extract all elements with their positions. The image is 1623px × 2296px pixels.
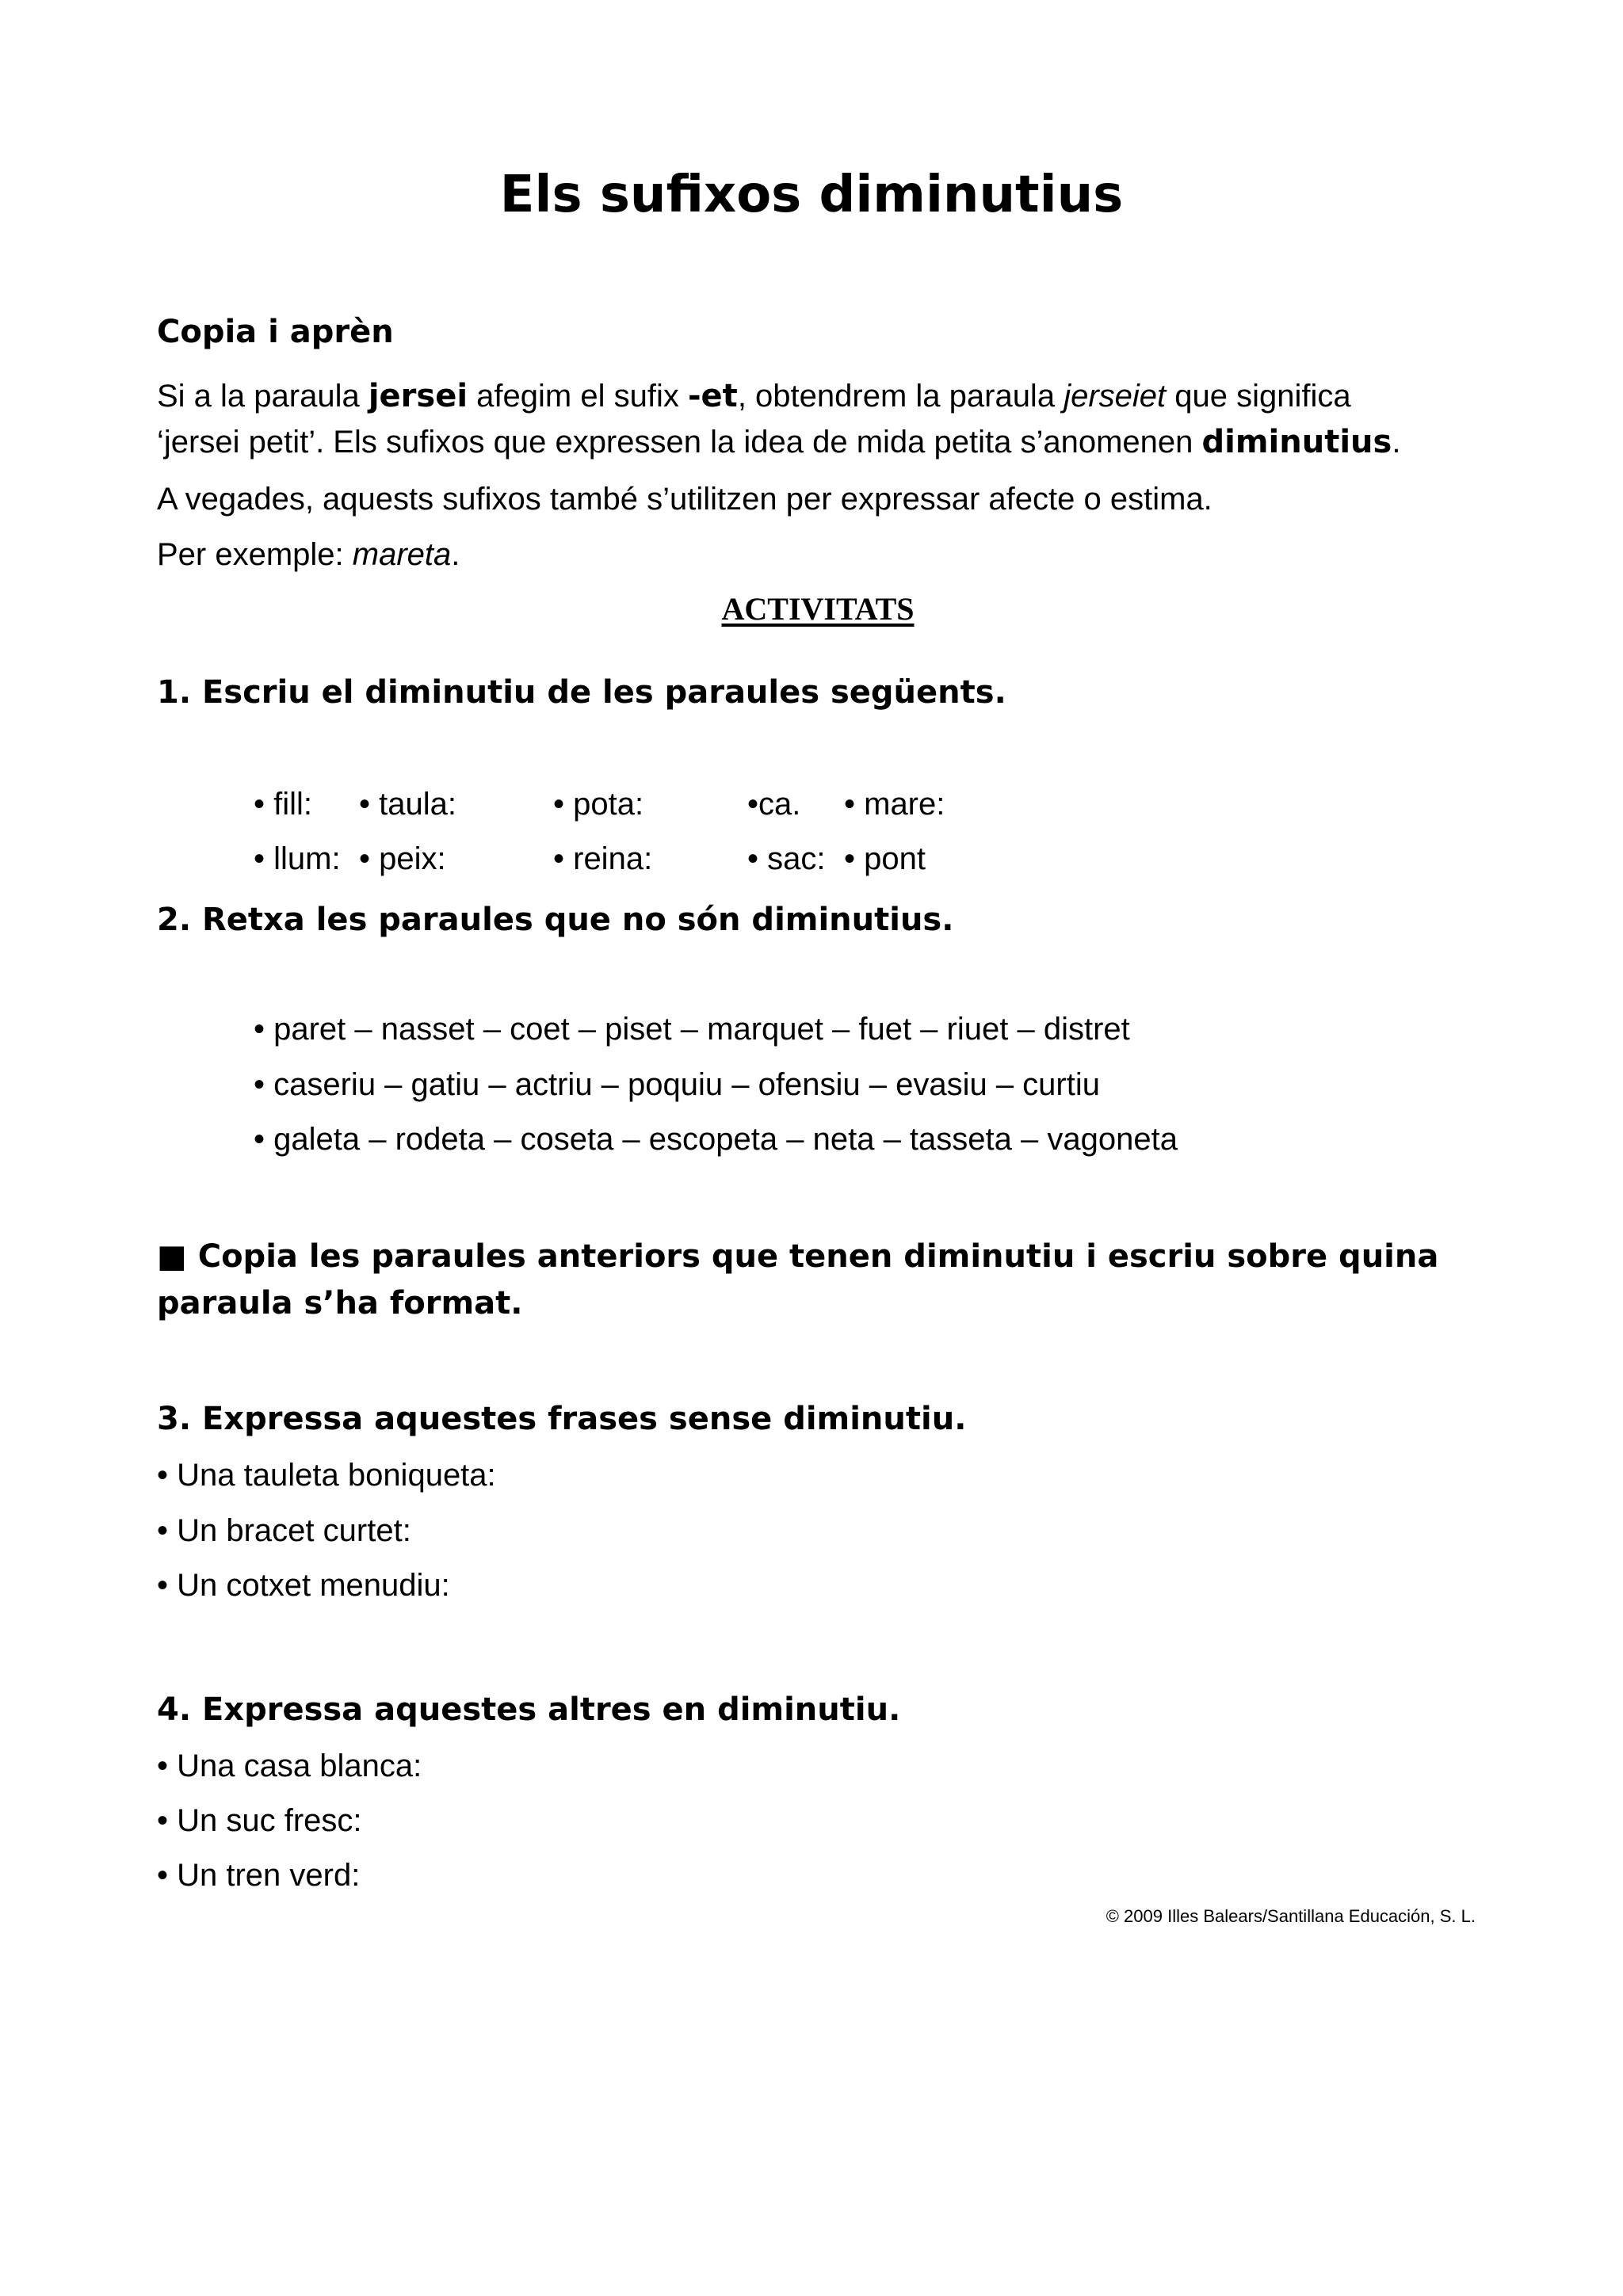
word-list-item: • reina: bbox=[553, 841, 653, 876]
word-list-item: • taula: bbox=[359, 787, 456, 822]
word-mareta: mareta bbox=[352, 537, 452, 572]
phrase-item: • Una casa blanca: bbox=[157, 1749, 422, 1783]
phrase-item: • Un bracet curtet: bbox=[157, 1513, 411, 1548]
phrase-item: • Un suc fresc: bbox=[157, 1803, 362, 1838]
extra-task-line-1: ■ Copia les paraules anteriors que tenen diminutiu i escriu sobre quina bbox=[157, 1238, 1439, 1275]
word-list-item: • peix: bbox=[359, 841, 446, 876]
learn-paragraph-line-1: Si a la paraula jersei afegim el sufix -et, obtendrem la paraula jerseiet que significa bbox=[157, 378, 1351, 414]
learn-paragraph-line-3: A vegades, aquests sufixos també s’utilitzen per expressar afecte o estima. bbox=[157, 482, 1212, 517]
learn-paragraph-line-4: Per exemple: mareta. bbox=[157, 537, 460, 572]
activity-3-heading: 3. Expressa aquestes frases sense diminutiu. bbox=[157, 1401, 967, 1437]
extra-task-line-2: paraula s’ha format. bbox=[157, 1285, 523, 1322]
word-row: • caseriu – gatiu – actriu – poquiu – ofensiu – evasiu – curtiu bbox=[254, 1067, 1100, 1102]
learn-heading: Copia i aprèn bbox=[157, 314, 394, 350]
activity-4-heading: 4. Expressa aquestes altres en diminutiu. bbox=[157, 1691, 901, 1728]
word-list-item: • llum: bbox=[254, 841, 341, 876]
word-list-item: • sac: bbox=[747, 841, 826, 876]
activity-2-heading: 2. Retxa les paraules que no són diminutius. bbox=[157, 902, 954, 938]
word-list-item: • pota: bbox=[553, 787, 644, 822]
copyright-footer: © 2009 Illes Balears/Santillana Educación, S. L. bbox=[1106, 1906, 1476, 1926]
phrase-item: • Una tauleta boniqueta: bbox=[157, 1458, 496, 1493]
word-diminutius: diminutius bbox=[1201, 424, 1392, 460]
word-list-item: •ca. bbox=[747, 787, 801, 822]
word-jerseiet: jerseiet bbox=[1064, 379, 1167, 414]
word-list-item: • fill: bbox=[254, 787, 313, 822]
word-row: • paret – nasset – coet – piset – marquet – fuet – riuet – distret bbox=[254, 1012, 1130, 1047]
word-list-item: • mare: bbox=[844, 787, 945, 822]
word-row: • galeta – rodeta – coseta – escopeta – neta – tasseta – vagoneta bbox=[254, 1122, 1178, 1157]
phrase-item: • Un tren verd: bbox=[157, 1858, 361, 1893]
word-list-item: • pont bbox=[844, 841, 926, 876]
page-title: Els sufixos diminutius bbox=[499, 166, 1124, 224]
activities-title: ACTIVITATS bbox=[721, 591, 915, 627]
activity-1-heading: 1. Escriu el diminutiu de les paraules següents. bbox=[157, 674, 1006, 711]
phrase-item: • Un cotxet menudiu: bbox=[157, 1568, 450, 1603]
learn-paragraph-line-2: ‘jersei petit’. Els sufixos que expressen la idea de mida petita s’anomenen diminutius. bbox=[157, 424, 1401, 460]
suffix-et: -et bbox=[687, 378, 738, 414]
word-jersei: jersei bbox=[368, 378, 468, 414]
